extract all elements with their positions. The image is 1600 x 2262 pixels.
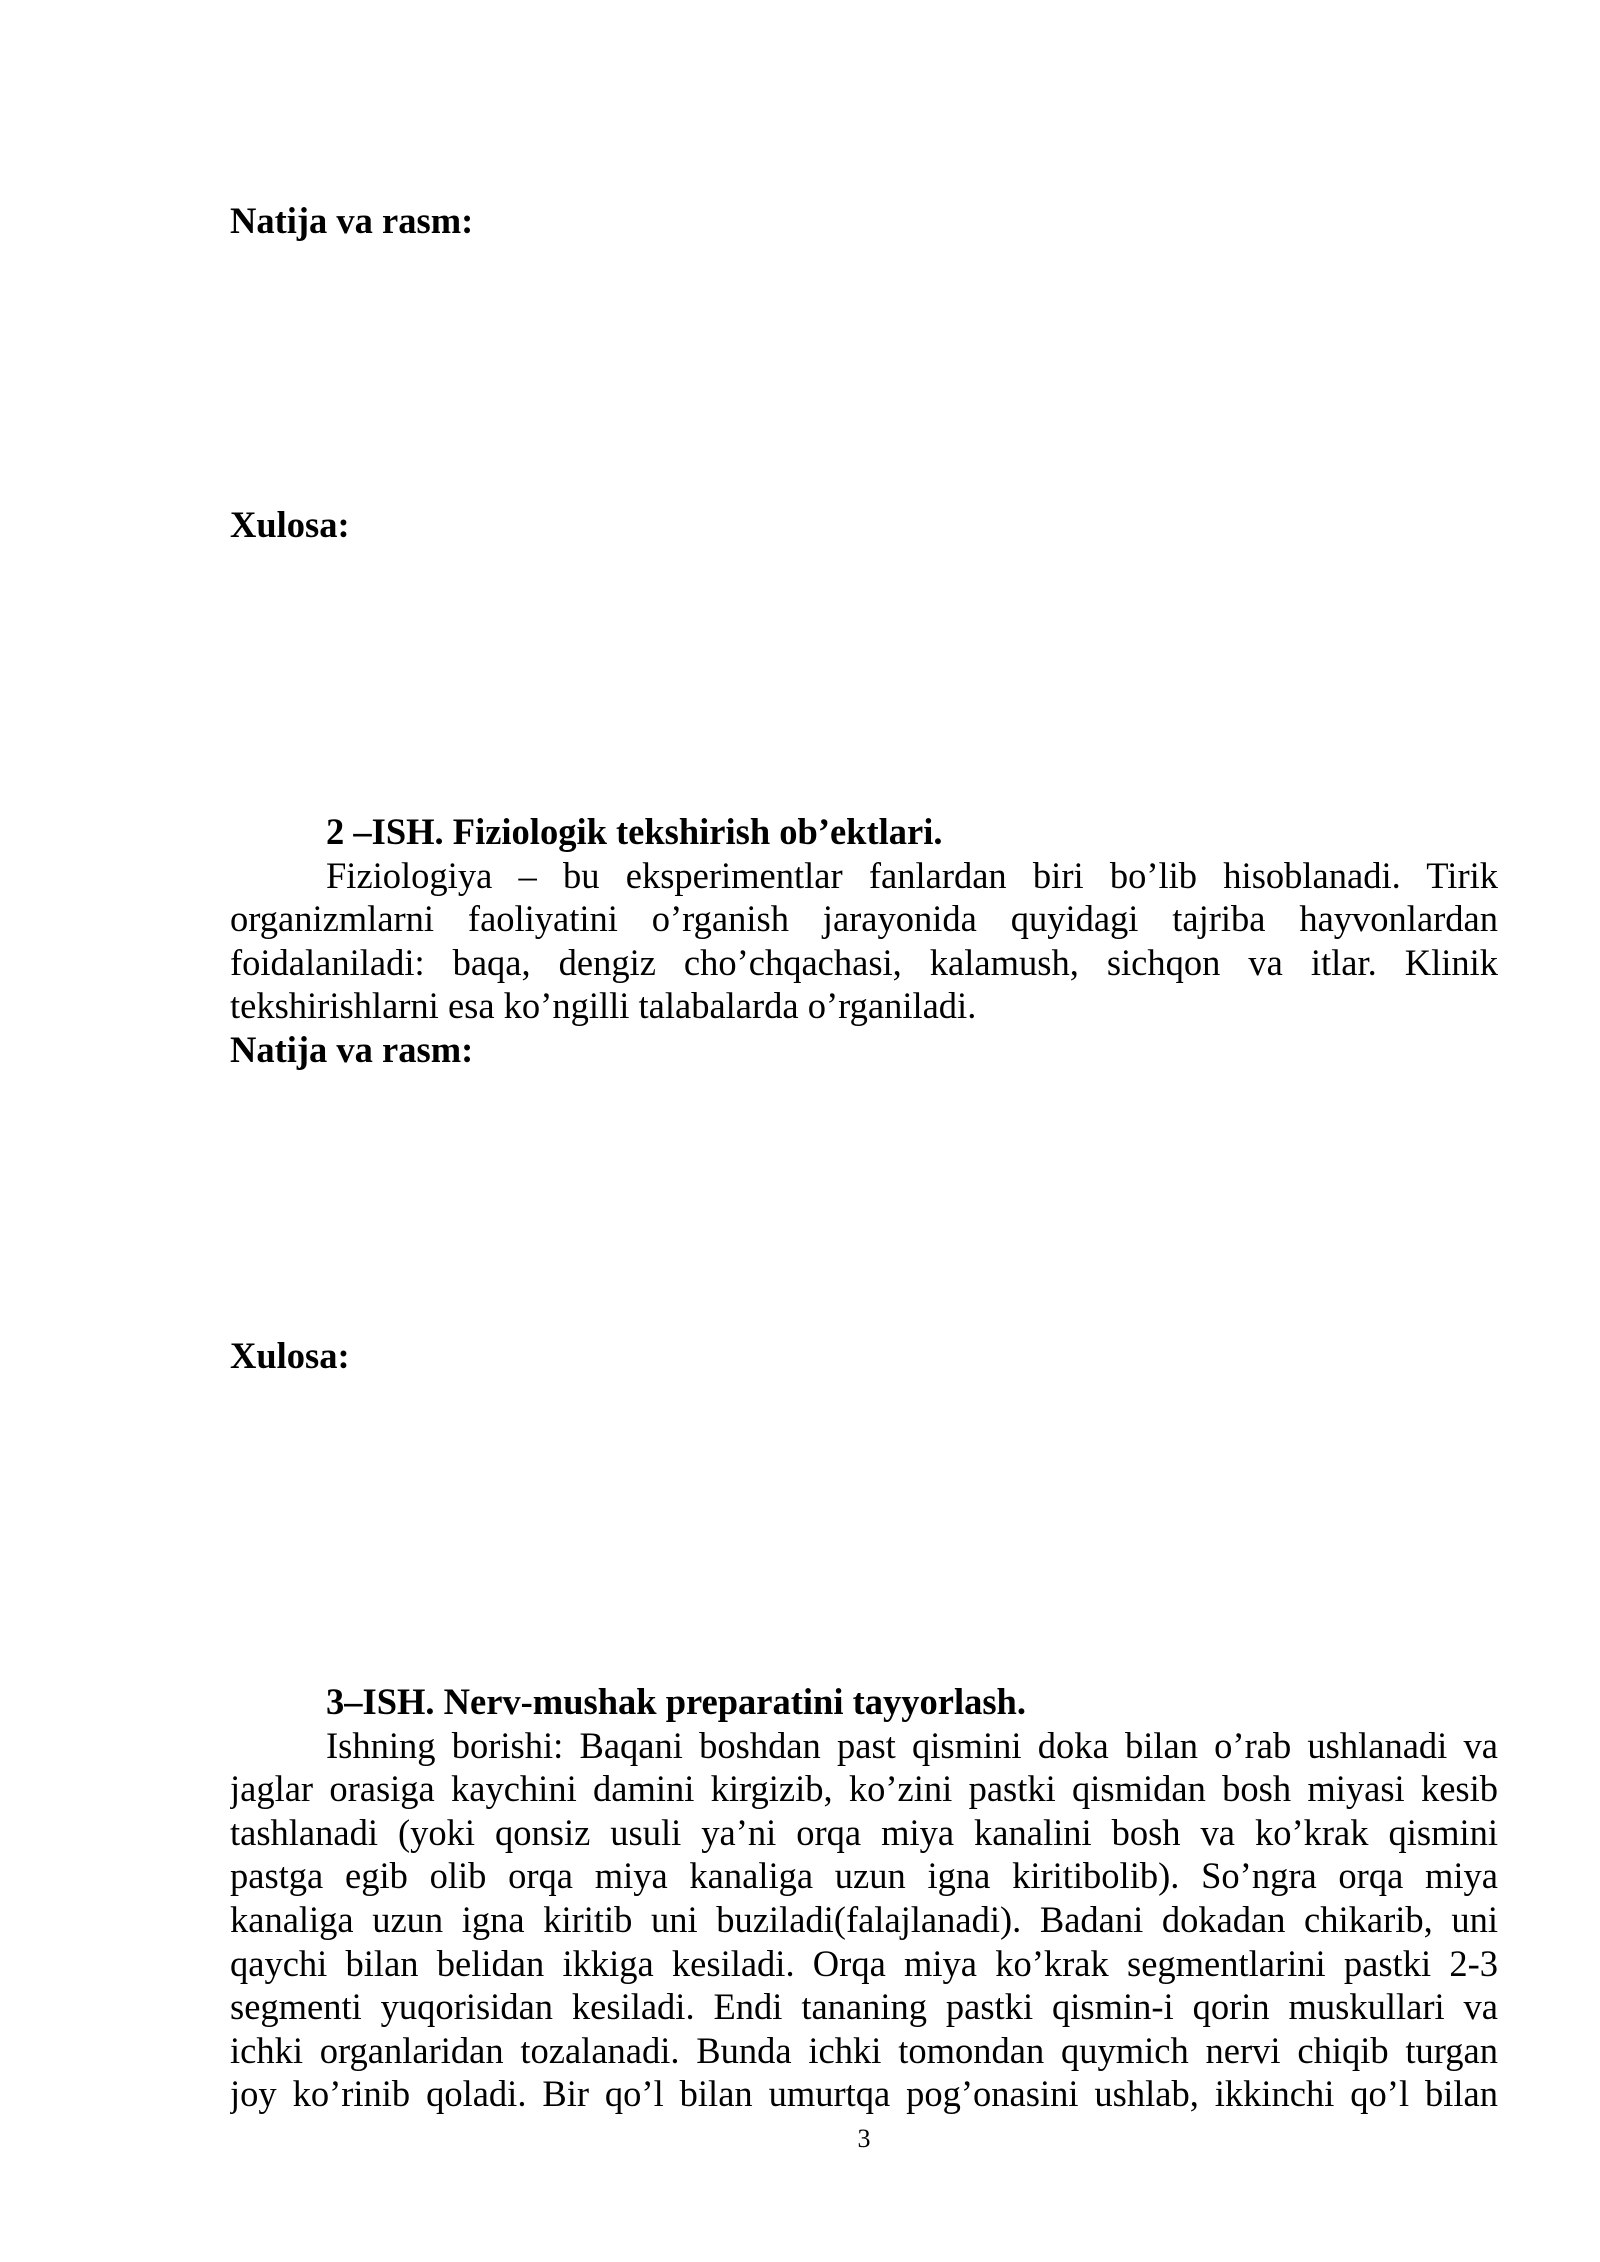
paragraph-line: segmenti yuqorisidan kesiladi. Endi tananing pastki qismin-i qorin muskullari va [230, 1986, 1498, 2028]
section1-result-block [230, 199, 1498, 243]
conclusion-label: Xulosa: [230, 1335, 350, 1376]
paragraph-line: foidalaniladi: baqa, dengiz cho’chqachasi, kalamush, sichqon va itlar. Klinik [230, 941, 1498, 983]
section3-block [230, 1680, 1498, 2116]
paragraph-line: ichki organlaridan tozalanadi. Bunda ichki tomondan quymich nervi chiqib turgan [230, 2029, 1498, 2071]
paragraph-line: pastga egib olib orqa miya kanaliga uzun igna kiritibolib). So’ngra orqa miya [230, 1855, 1498, 1897]
section1-conclusion-block [230, 503, 1498, 547]
paragraph-line: organizmlarni faoliyatini o’rganish jarayonida quyidagi tajriba hayvonlardan [230, 898, 1498, 940]
paragraph-line: tekshirishlarni esa ko’ngilli talabalarda o’rganiladi. [230, 985, 977, 1027]
paragraph-line: joy ko’rinib qoladi. Bir qo’l bilan umurtqa pog’onasini ushlab, ikkinchi qo’l bilan [230, 2073, 1498, 2115]
paragraph-line: jaglar orasiga kaychini damini kirgizib, ko’zini pastki qismidan bosh miyasi kesib [230, 1768, 1498, 1810]
section2-conclusion-block [230, 1334, 1498, 1378]
paragraph-line: qaychi bilan belidan ikkiga kesiladi. Orqa miya ko’krak segmentlarini pastki 2-3 [230, 1942, 1498, 1984]
page-number: 3 [857, 2124, 871, 2153]
paragraph-line: Fiziologiya – bu eksperimentlar fanlardan biri bo’lib hisoblanadi. Tirik [326, 854, 1498, 896]
paragraph-line: Ishning borishi: Baqani boshdan past qismini doka bilan o’rab ushlanadi va [326, 1724, 1498, 1766]
conclusion-label: Xulosa: [230, 504, 350, 545]
result-label: Natija va rasm: [230, 1028, 474, 1070]
section-heading: 3–ISH. Nerv-mushak preparatini tayyorlash. [326, 1681, 1026, 1722]
paragraph-line: tashlanadi (yoki qonsiz usuli ya’ni orqa miya kanalini bosh va ko’krak qismini [230, 1811, 1498, 1853]
section2-block [230, 810, 1498, 1072]
section-heading: 2 –ISH. Fiziologik tekshirish ob’ektlari. [326, 811, 943, 852]
paragraph-line: kanaliga uzun igna kiritib uni buziladi(falajlanadi). Badani dokadan chikarib, uni [230, 1898, 1498, 1940]
result-label: Natija va rasm: [230, 200, 474, 241]
